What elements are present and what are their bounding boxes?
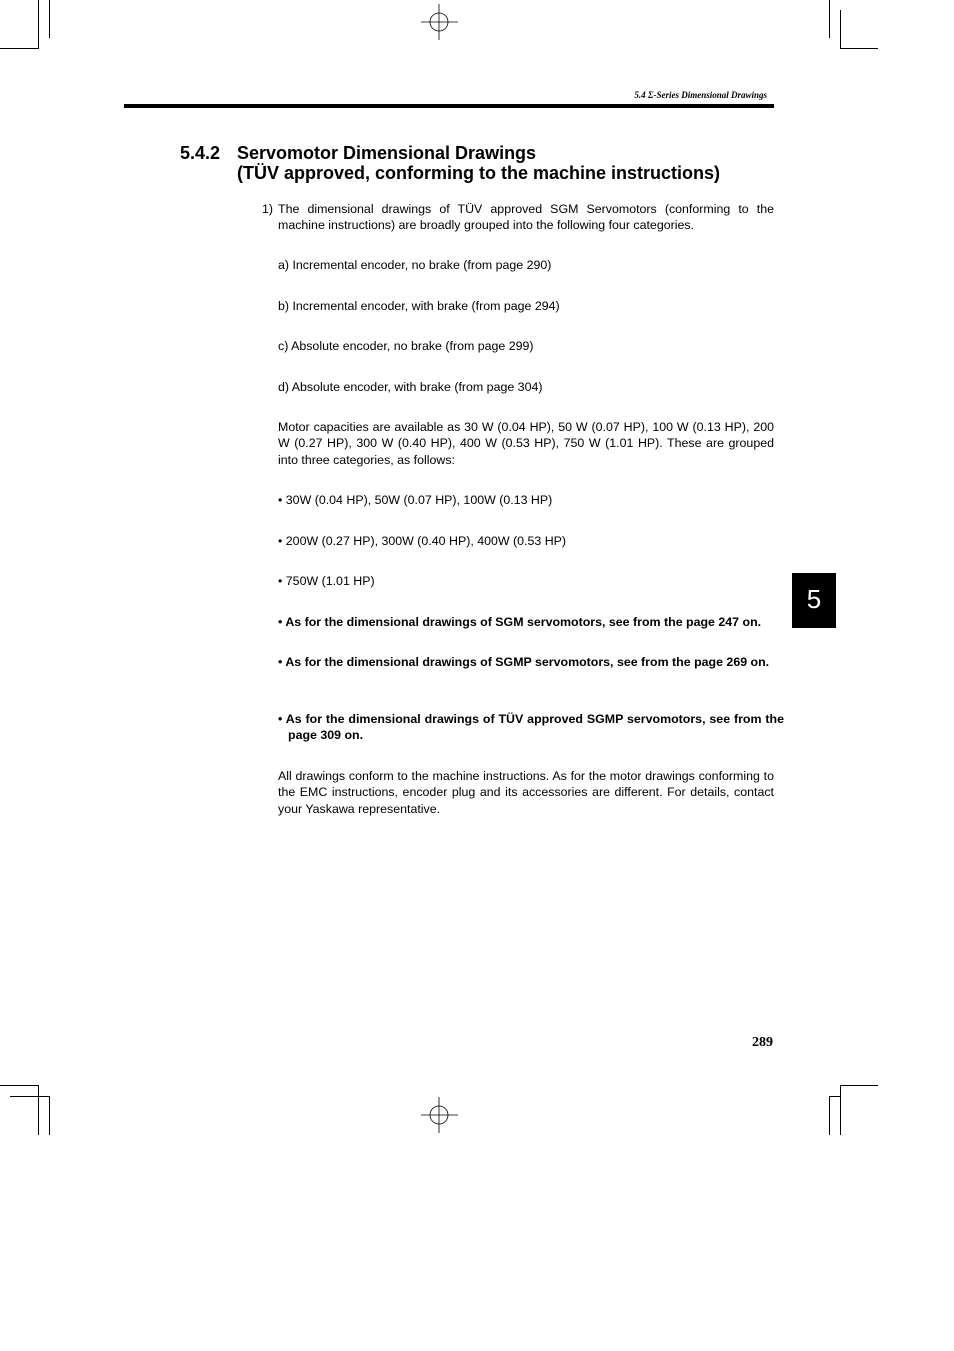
running-header: 5.4 Σ-Series Dimensional Drawings xyxy=(634,90,767,100)
section-title xyxy=(237,143,720,183)
category-item: c) Absolute encoder, no brake (from page 299) xyxy=(278,339,534,353)
crop-mark xyxy=(840,10,841,49)
category-item: a) Incremental encoder, no brake (from page 290) xyxy=(278,258,552,272)
capacities-paragraph: Motor capacities are available as 30 W (0.04 HP), 50 W (0.07 HP), 100 W (0.13 HP), 200 W (0.27 HP), 300 W (0.40 HP), 400 W (0.53 HP), 750 W (1.01 HP). These are grouped into three categories, as follows: xyxy=(278,420,774,467)
crop-mark xyxy=(829,0,830,38)
crop-mark xyxy=(829,1096,840,1097)
category-item: d) Absolute encoder, with brake (from page 304) xyxy=(278,380,543,394)
section-number: 5.4.2 xyxy=(180,143,221,163)
crop-mark xyxy=(840,1085,878,1086)
crop-mark xyxy=(829,1096,830,1135)
item-label: 1) xyxy=(262,202,274,216)
category-item: b) Incremental encoder, with brake (from page 294) xyxy=(278,299,560,313)
page-number: 289 xyxy=(752,1035,773,1050)
crop-mark xyxy=(10,1096,49,1097)
crop-mark xyxy=(49,0,50,38)
crop-mark xyxy=(49,1096,50,1135)
crop-mark xyxy=(38,0,39,49)
closing-paragraph: All drawings conform to the machine instructions. As for the motor drawings conforming to the EMC instructions, encoder plug and its accessories are different. For details, contact your Yaskawa representative. xyxy=(278,769,774,816)
crop-mark xyxy=(38,1085,39,1135)
capacity-group: • 750W (1.01 HP) xyxy=(278,574,375,588)
item-text: The dimensional drawings of TÜV approved SGM Servomotors (conforming to the machine instructions) are broadly grouped into the following four categories. xyxy=(278,202,774,233)
crop-mark xyxy=(840,1085,841,1135)
section-title-line1: Servomotor Dimensional Drawings xyxy=(237,143,537,163)
registration-mark-icon xyxy=(421,1097,459,1133)
reference-note: • As for the dimensional drawings of TÜV approved SGMP servomotors, see from the page 309 on. xyxy=(278,712,784,743)
crop-mark xyxy=(0,48,38,49)
header-rule xyxy=(124,104,774,108)
reference-note: • As for the dimensional drawings of SGMP servomotors, see from the page 269 on. xyxy=(278,655,770,669)
reference-note: • As for the dimensional drawings of SGM servomotors, see from the page 247 on. xyxy=(278,615,762,629)
capacity-group: • 30W (0.04 HP), 50W (0.07 HP), 100W (0.13 HP) xyxy=(278,493,553,507)
capacity-group: • 200W (0.27 HP), 300W (0.40 HP), 400W (0.53 HP) xyxy=(278,534,567,548)
crop-mark xyxy=(840,48,878,49)
chapter-tab: 5 xyxy=(792,573,836,628)
crop-mark xyxy=(0,1085,38,1086)
section-title-line2: (TÜV approved, conforming to the machine instructions) xyxy=(237,163,721,183)
registration-mark-icon xyxy=(421,4,459,40)
